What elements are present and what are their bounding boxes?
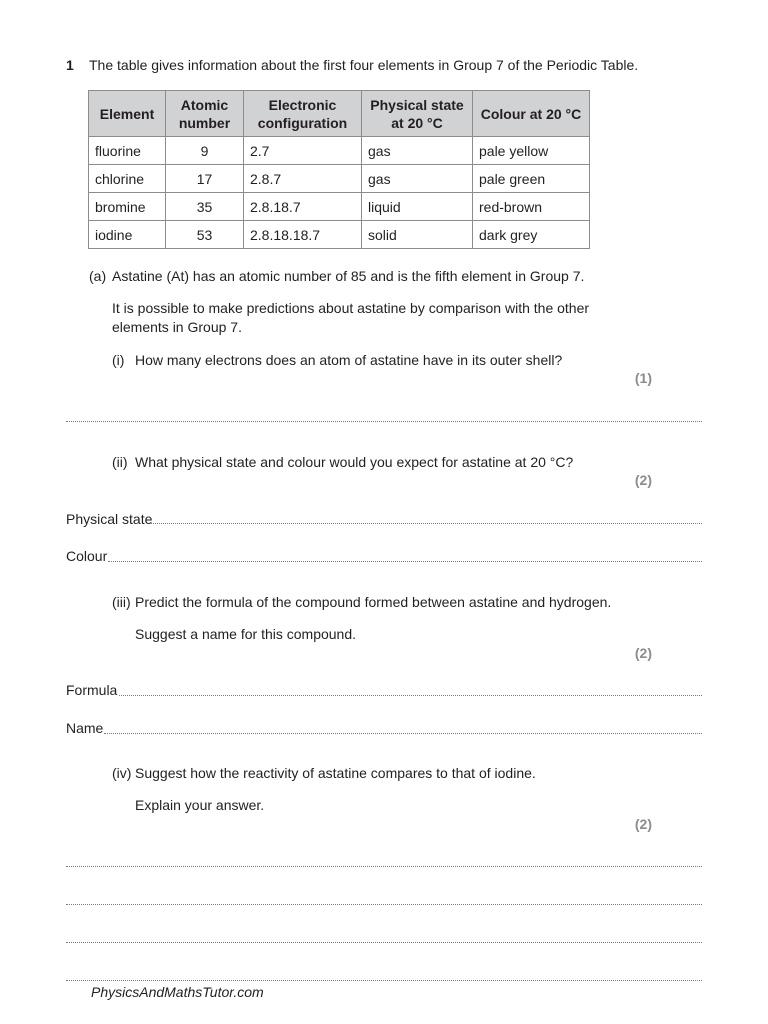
part-ii-marks: (2) <box>634 472 652 488</box>
cell-atomic-number: 17 <box>166 165 244 193</box>
cell-configuration: 2.8.7 <box>244 165 362 193</box>
cell-element: bromine <box>89 193 166 221</box>
question-number: 1 <box>66 57 74 73</box>
header-physical-state: Physical state at 20 °C <box>362 91 473 137</box>
cell-element: fluorine <box>89 137 166 165</box>
part-iii-label: (iii) <box>112 594 131 610</box>
cell-configuration: 2.8.18.18.7 <box>244 221 362 249</box>
physical-state-answer-line[interactable] <box>151 523 702 524</box>
colour-label: Colour <box>66 548 108 564</box>
part-i-text: How many electrons does an atom of astatine have in its outer shell? <box>135 352 563 368</box>
question-intro: The table gives information about the first four elements in Group 7 of the Periodic Table. <box>89 57 639 73</box>
part-a-context-line2: elements in Group 7. <box>112 319 242 335</box>
table-row <box>89 137 590 165</box>
cell-colour: pale green <box>473 165 590 193</box>
formula-label: Formula <box>66 682 118 698</box>
header-electronic-configuration: Electronic configuration <box>244 91 362 137</box>
cell-colour: pale yellow <box>473 137 590 165</box>
part-iii-text2: Suggest a name for this compound. <box>135 626 357 642</box>
header-colour: Colour at 20 °C <box>473 91 590 137</box>
cell-colour: red-brown <box>473 193 590 221</box>
footer-site-name: PhysicsAndMathsTutor.com <box>91 984 264 1000</box>
part-iii-text: Predict the formula of the compound formed between astatine and hydrogen. <box>135 594 612 610</box>
answer-line-i[interactable] <box>66 421 702 422</box>
cell-configuration: 2.8.18.7 <box>244 193 362 221</box>
part-iii-marks: (2) <box>634 645 652 661</box>
answer-line-iv-3[interactable] <box>66 942 702 943</box>
cell-atomic-number: 35 <box>166 193 244 221</box>
physical-state-label: Physical state <box>66 511 153 527</box>
cell-colour: dark grey <box>473 221 590 249</box>
cell-state: liquid <box>362 193 473 221</box>
colour-answer-line[interactable] <box>108 561 702 562</box>
group7-table <box>88 90 590 249</box>
cell-state: gas <box>362 137 473 165</box>
name-answer-line[interactable] <box>104 733 702 734</box>
part-ii-text: What physical state and colour would you expect for astatine at 20 °C? <box>135 454 574 470</box>
table-row <box>89 193 590 221</box>
part-iv-marks: (2) <box>634 816 652 832</box>
answer-line-iv-2[interactable] <box>66 904 702 905</box>
part-a-label: (a) <box>89 268 107 284</box>
part-iv-text2: Explain your answer. <box>135 797 265 813</box>
table-header-row <box>89 91 590 137</box>
cell-configuration: 2.7 <box>244 137 362 165</box>
part-ii-label: (ii) <box>112 454 128 470</box>
cell-state: gas <box>362 165 473 193</box>
cell-state: solid <box>362 221 473 249</box>
cell-element: iodine <box>89 221 166 249</box>
part-i-marks: (1) <box>634 370 652 386</box>
part-i-label: (i) <box>112 352 125 368</box>
part-iv-label: (iv) <box>112 765 132 781</box>
cell-atomic-number: 53 <box>166 221 244 249</box>
header-atomic-number: Atomic number <box>166 91 244 137</box>
table-row <box>89 165 590 193</box>
formula-answer-line[interactable] <box>119 695 702 696</box>
table-row <box>89 221 590 249</box>
part-a-context-line1: It is possible to make predictions about astatine by comparison with the other <box>112 300 590 316</box>
header-element: Element <box>89 91 166 137</box>
name-label: Name <box>66 720 104 736</box>
part-a-stem: Astatine (At) has an atomic number of 85 and is the fifth element in Group 7. <box>112 268 585 284</box>
part-iv-text: Suggest how the reactivity of astatine compares to that of iodine. <box>135 765 536 781</box>
answer-line-iv-4[interactable] <box>66 980 702 981</box>
cell-atomic-number: 9 <box>166 137 244 165</box>
answer-line-iv-1[interactable] <box>66 866 702 867</box>
cell-element: chlorine <box>89 165 166 193</box>
